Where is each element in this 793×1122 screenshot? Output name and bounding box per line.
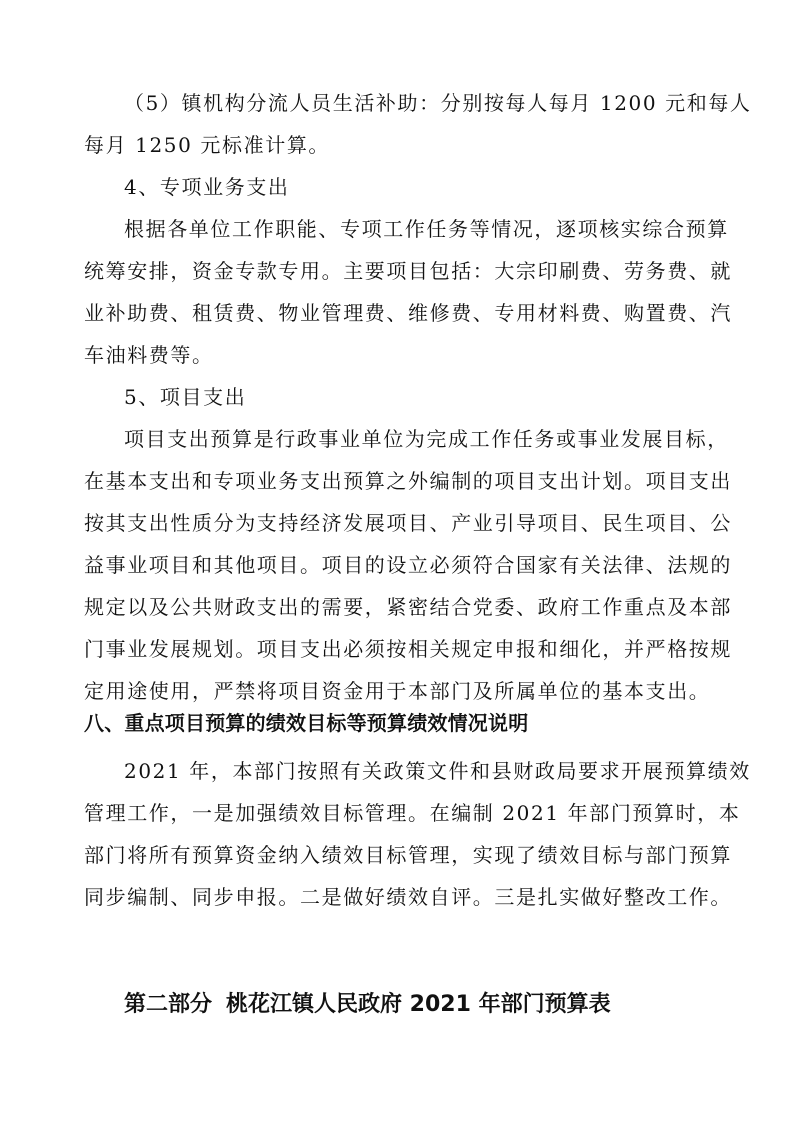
text-line: 业补助费、租赁费、物业管理费、维修费、专用材料费、购置费、汽 xyxy=(84,301,732,325)
text-line: 项目支出预算是行政事业单位为完成工作任务或事业发展目标， xyxy=(124,427,729,451)
text-line: 门事业发展规划。项目支出必须按相关规定申报和细化，并严格按规 xyxy=(84,637,732,661)
section-heading-performance: 八、重点项目预算的绩效目标等预算绩效情况说明 xyxy=(84,711,529,735)
text-line: （5）镇机构分流人员生活补助：分别按每人每月 1200 元和每人 xyxy=(124,91,752,115)
text-line: 同步编制、同步申报。二是做好绩效自评。三是扎实做好整改工作。 xyxy=(84,885,732,909)
text-line: 车油料费等。 xyxy=(84,343,214,367)
text-line: 2021 年，本部门按照有关政策文件和县财政局要求开展预算绩效 xyxy=(124,759,751,783)
part-title-name: 桃花江镇人民政府 2021 年部门预算表 xyxy=(226,992,611,1017)
text-line: 在基本支出和专项业务支出预算之外编制的项目支出计划。项目支出 xyxy=(84,469,732,493)
subheading-special-expenditure: 4、专项业务支出 xyxy=(124,175,290,199)
text-line: 益事业项目和其他项目。项目的设立必须符合国家有关法律、法规的 xyxy=(84,553,732,577)
text-line: 规定以及公共财政支出的需要，紧密结合党委、政府工作重点及本部 xyxy=(84,595,732,619)
text-line: 根据各单位工作职能、专项工作任务等情况，逐项核实综合预算 xyxy=(124,217,729,241)
text-line: 部门将所有预算资金纳入绩效目标管理，实现了绩效目标与部门预算 xyxy=(84,843,732,867)
part-title-label: 第二部分 xyxy=(124,992,213,1017)
text-line: 统筹安排，资金专款专用。主要项目包括：大宗印刷费、劳务费、就 xyxy=(84,259,732,283)
text-line: 定用途使用，严禁将项目资金用于本部门及所属单位的基本支出。 xyxy=(84,679,711,703)
text-line: 按其支出性质分为支持经济发展项目、产业引导项目、民生项目、公 xyxy=(84,511,732,535)
subheading-project-expenditure: 5、项目支出 xyxy=(124,385,247,409)
part-title xyxy=(124,991,611,1019)
text-line: 管理工作，一是加强绩效目标管理。在编制 2021 年部门预算时，本 xyxy=(84,801,741,825)
text-line: 每月 1250 元标准计算。 xyxy=(84,133,331,157)
